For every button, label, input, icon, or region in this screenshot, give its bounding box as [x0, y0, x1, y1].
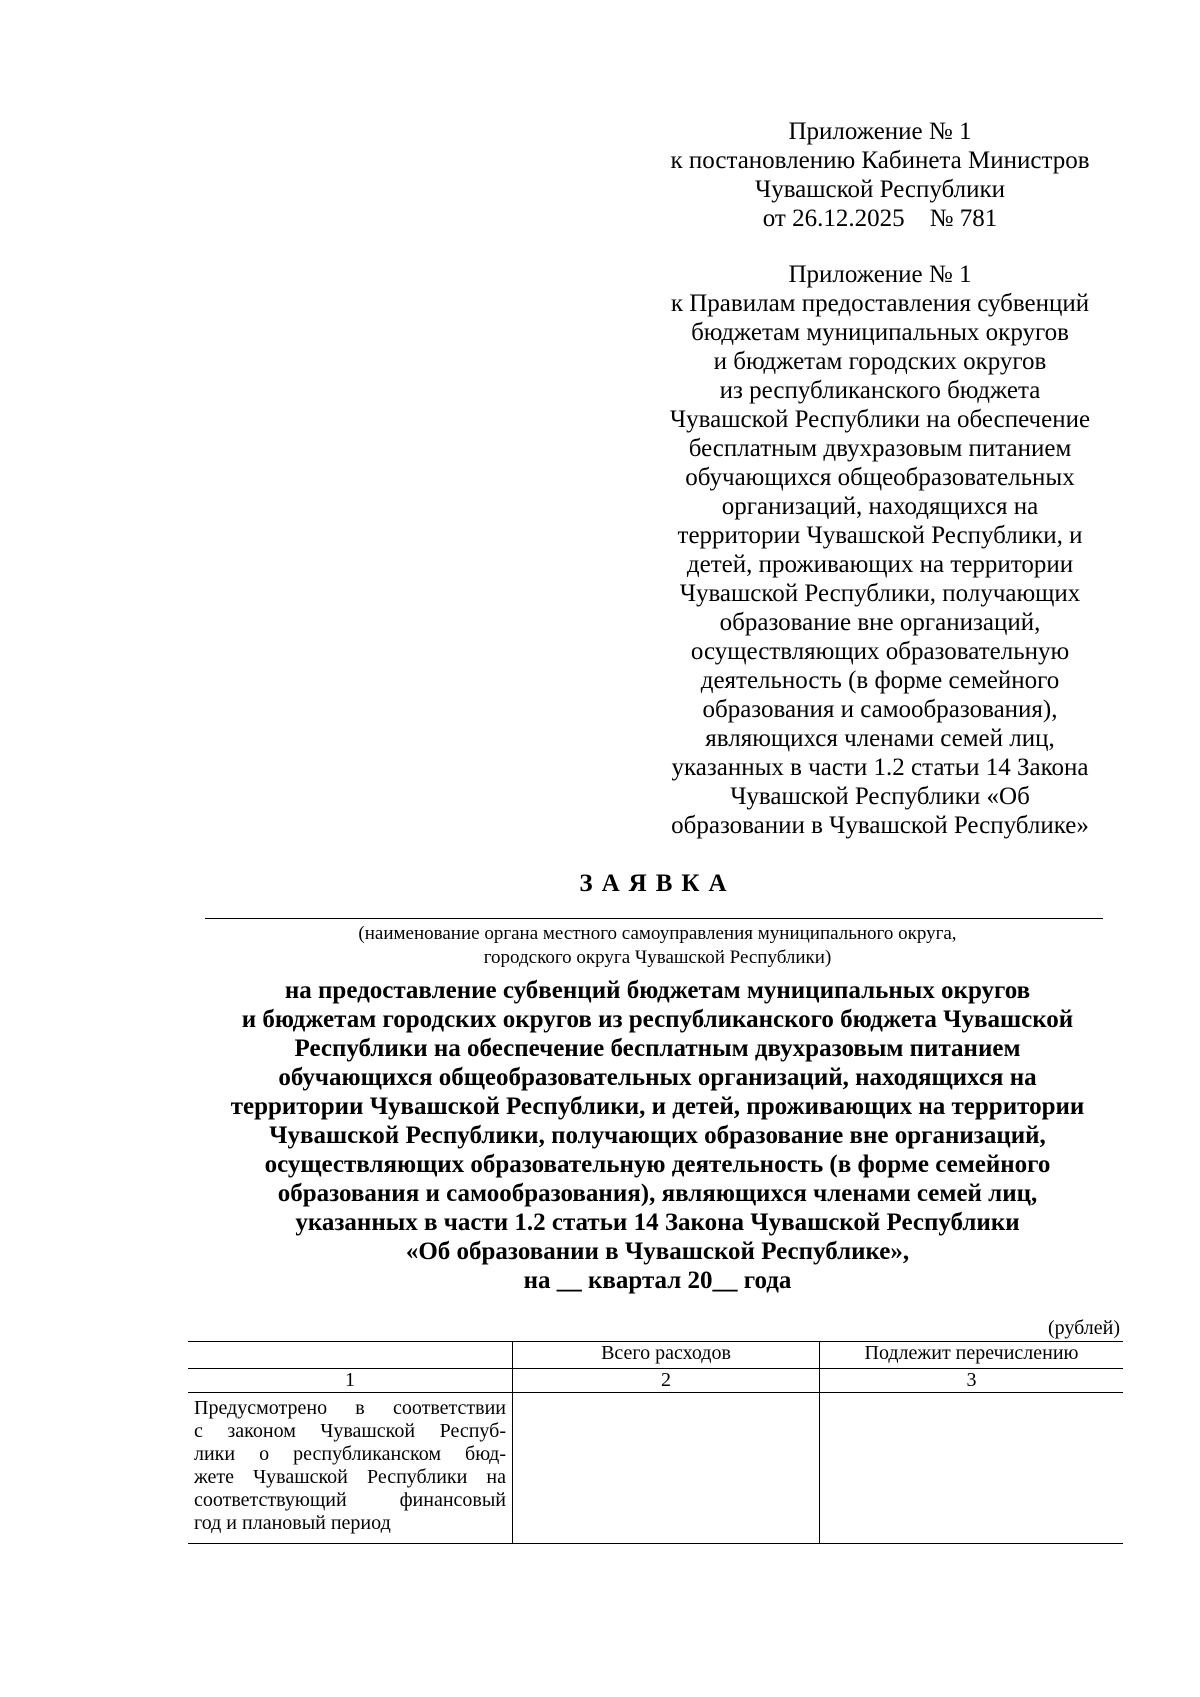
appendix-1-header: [660, 117, 1100, 233]
heading-line-period: на __ квартал 20__ года: [523, 1267, 792, 1294]
appendix-2-line: являющихся членами семей лиц,: [705, 725, 1055, 752]
row-label-line: Предусмотрено в соответствии: [194, 1397, 506, 1419]
units-label: (рублей): [1047, 1317, 1120, 1339]
to-transfer-cell[interactable]: [820, 1393, 1124, 1544]
appendix-2-line: Чувашской Республики, получающих: [679, 580, 1081, 607]
heading-line: на предоставление субвенций бюджетам муниципальных округов: [284, 977, 1031, 1004]
row-label-cell: [188, 1393, 513, 1544]
appendix-2-line: образование вне организаций,: [719, 609, 1041, 636]
appendix-1-line: Приложение № 1: [788, 118, 972, 145]
appendix-2-line: организаций, находящихся на: [721, 493, 1039, 520]
heading-line: Республики на обеспечение бесплатным двухразовым питанием: [294, 1035, 1021, 1062]
appendix-2-line: территории Чувашской Республики, и: [677, 522, 1083, 549]
request-table: [188, 1341, 1123, 1544]
appendix-2-line: обучающихся общеобразовательных: [685, 464, 1075, 491]
heading-line: образования и самообразования), являющихся членами семей лиц,: [277, 1180, 1038, 1207]
row-label-line: соответствующий финансовый: [194, 1489, 506, 1511]
appendix-2-line: Приложение № 1: [788, 261, 972, 288]
column-number: 2: [513, 1369, 820, 1393]
appendix-2-line: бюджетам муниципальных округов: [691, 319, 1069, 346]
caption-line: городского округа Чувашской Республики): [483, 947, 832, 968]
header-cell-to-transfer: Подлежит перечислению: [820, 1342, 1124, 1369]
appendix-2-line: из республиканского бюджета: [719, 377, 1041, 404]
document-title: ЗАЯВКА: [579, 870, 736, 897]
appendix-2-line: образования и самообразования),: [702, 696, 1058, 723]
table-row: [188, 1393, 1123, 1544]
heading-line: и бюджетам городских округов из республиканского бюджета Чувашской: [241, 1006, 1074, 1033]
column-number: 1: [188, 1369, 513, 1393]
caption-line: (наименование органа местного самоуправления муниципального округа,: [358, 923, 957, 944]
heading-line: осуществляющих образовательную деятельность (в форме семейного: [264, 1151, 1051, 1178]
appendix-2-header: [660, 260, 1100, 840]
header-cell-label: [188, 1342, 513, 1369]
appendix-2-line: к Правилам предоставления субвенций: [670, 290, 1090, 317]
total-expenses-cell[interactable]: [513, 1393, 820, 1544]
row-label-line: год и плановый период: [194, 1512, 391, 1534]
appendix-2-line: деятельность (в форме семейного: [700, 667, 1060, 694]
organization-caption: [0, 922, 1200, 970]
heading-line: Чувашской Республики, получающих образование вне организаций,: [269, 1122, 1046, 1149]
row-label-line: жете Чувашской Республики на: [194, 1466, 506, 1488]
column-number: 3: [820, 1369, 1124, 1393]
table-header-row: [188, 1342, 1123, 1369]
request-heading: [0, 976, 1200, 1295]
appendix-2-line: и бюджетам городских округов: [713, 348, 1047, 375]
header-cell-total: Всего расходов: [513, 1342, 820, 1369]
appendix-2-line: Чувашской Республики на обеспечение: [669, 406, 1091, 433]
heading-line: обучающихся общеобразовательных организаций, находящихся на: [278, 1064, 1037, 1091]
appendix-1-line: от 26.12.2025 № 781: [762, 205, 998, 232]
appendix-2-line: указанных в части 1.2 статьи 14 Закона: [671, 754, 1089, 781]
heading-line: «Об образовании в Чувашской Республике»,: [405, 1238, 910, 1265]
organization-name-blank-line: [205, 918, 1103, 919]
appendix-2-line: осуществляющих образовательную: [690, 638, 1070, 665]
row-label-line: с законом Чувашской Респуб-: [194, 1420, 506, 1442]
appendix-2-line: Чувашской Республики «Об: [730, 783, 1030, 810]
row-label-line: лики о республиканском бюд-: [194, 1443, 506, 1465]
column-number-row: [188, 1369, 1123, 1393]
appendix-2-line: образовании в Чувашской Республике»: [671, 812, 1089, 839]
appendix-2-line: бесплатным двухразовым питанием: [688, 435, 1072, 462]
appendix-1-line: к постановлению Кабинета Министров: [670, 147, 1090, 174]
appendix-1-line: Чувашской Республики: [754, 176, 1006, 203]
appendix-2-line: детей, проживающих на территории: [686, 551, 1074, 578]
heading-line: территории Чувашской Республики, и детей, проживающих на территории: [230, 1093, 1085, 1120]
heading-line: указанных в части 1.2 статьи 14 Закона Чувашской Республики: [295, 1209, 1020, 1236]
